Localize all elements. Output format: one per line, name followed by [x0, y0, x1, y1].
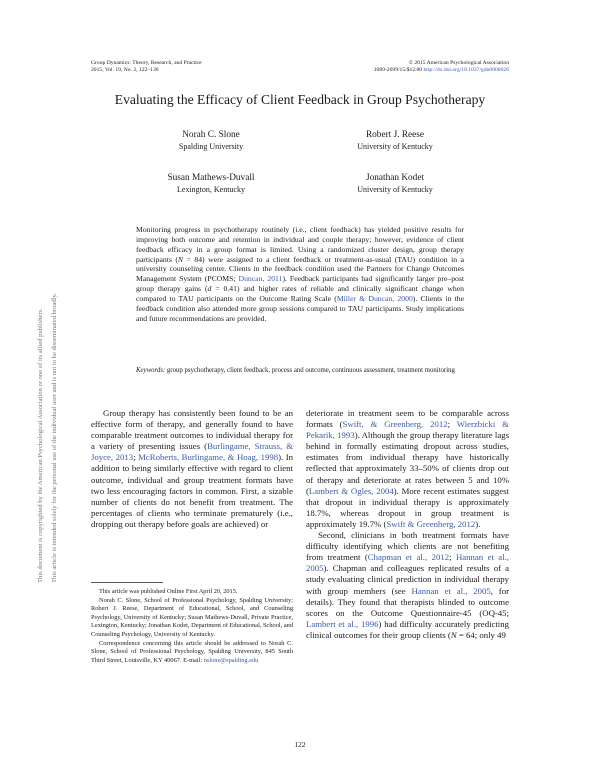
author-name: Robert J. Reese [365, 130, 425, 140]
author-affiliation: Lexington, Kentucky [177, 185, 245, 194]
issn: 1089-2699/15/$12.00 [373, 67, 423, 74]
citation-link[interactable]: Chapman et al., 2012 [367, 552, 450, 563]
citation-link[interactable]: Wierzbicki & Pekarik, 1993 [306, 419, 509, 441]
citation-link[interactable]: Burlingame, Strauss, & Joyce, 2013 [91, 441, 294, 463]
author-affiliation: Spalding University [178, 142, 244, 151]
running-header-left [91, 60, 202, 75]
citation-link[interactable]: Miller & Duncan, 2000 [336, 293, 413, 303]
published-online-note: This article was published Online First April 20, 2015. [99, 588, 238, 595]
page-number: 122 [294, 740, 306, 749]
author-block-4 [305, 172, 485, 196]
affiliation-note: Norah C. Slone, School of Professional Psychology, Spalding University; Robert J. Reese, Department of Educational, School, and Counseling Psychology, University of Kentucky; Susan Mathews-Duvall, Private Practice, Lexington, Kentucky; Jonathan Kodet, Department of Educational, School, and Counseling Psychology, University of Kentucky. [91, 596, 293, 638]
email-link[interactable]: nslone@spalding.edu [203, 656, 259, 664]
abstract: Monitoring progress in psychotherapy routinely (i.e., client feedback) has yielded positive results for improving both outcome and retention in individual and couple therapy; however, evidence of client feedback efficacy in a group format is limited. Using a randomized cluster design, group therapy participants (N = 84) were assigned to a client feedback or treatment-as-usual (TAU) condition in a university counseling center. Clients in the feedback condition used the Partners for Change Outcomes Management System (PCOMS; Duncan, 2011). Feedback participants had significantly larger pre–post group therapy gains (d = 0.41) and higher rates of reliable and clinically significant change when compared to TAU participants on the Outcome Rating Scale (Miller & Duncan, 2000). Clients in the feedback condition also attended more group sessions compared to TAU participants. Study implications and future recommendations are provided. [136, 225, 465, 323]
author-name: Susan Mathews-Duvall [167, 173, 255, 183]
author-block-2 [305, 129, 485, 153]
footnote-rule [91, 582, 163, 583]
keywords [136, 366, 464, 375]
citation-link[interactable]: Swift, & Greenberg, 2012 [342, 419, 448, 430]
author-affiliation: University of Kentucky [357, 142, 433, 151]
n-symbol: N [450, 629, 457, 640]
keywords-label: Keywords: [136, 367, 166, 374]
citation-link[interactable]: Hannan et al., 2005 [411, 585, 491, 596]
paragraph: Second, clinicians in both treatment formats have difficulty identifying which clients are not benefiting from treatment (Chapman et al., 2012; Hannan et al., 2005). Chapman and colleagues replicated results of a study evaluating clinical prediction in individual therapy with group members (see Hannan et al., 2005, for details). They found that therapists blinded to outcome scores on the Outcome Questionnaire-45 (OQ-45; Lambert et al., 1996) had difficulty accurately predicting clinical outcomes for their group clients (N = 64; only 49 [306, 530, 510, 640]
citation-link[interactable]: Lambert & Ogles, 2004 [308, 485, 394, 496]
volume-pages: 2015, Vol. 19, No. 2, 122–136 [91, 67, 159, 74]
citation-link[interactable]: Hannan et al., 2005 [306, 552, 510, 574]
left-column-body [91, 408, 293, 530]
copyright-notice-line-1: This document is copyrighted by the American Psychological Association or one of its allied publishers. [37, 308, 44, 583]
paragraph: Group therapy has consistently been found to be an effective form of therapy, and generally found to have comparable treatment outcomes to individual therapy for a variety of presenting issues (Burlingame, Strauss, & Joyce, 2013; McRoberts, Burlingame, & Hoag, 1998). In addition to being similarly effective with regard to client outcome, individual and group treatment formats have two less encouraging factors in common. First, a sizable number of clients do not benefit from treatment. The percentages of clients who terminate prematurely (i.e., dropping out therapy before goals are achieved) or [91, 408, 294, 529]
correspondence-note: Correspondence concerning this article should be addressed to Norah C. Slone, School of Professional Psychology, Spalding University, 845 South Third Street, Louisville, KY 40067. E-mail: nslone@spalding.edu [91, 639, 293, 664]
author-affiliation: University of Kentucky [357, 185, 433, 194]
author-block-1 [121, 129, 301, 153]
doi-link[interactable]: http://dx.doi.org/10.1037/gdn0000026 [423, 67, 509, 74]
copyright-notice-line-2: This article is intended solely for the personal use of the individual user and is not to be disseminated broadly. [51, 293, 58, 583]
citation-link[interactable]: Swift & Greenberg, 2012 [386, 518, 476, 529]
citation-link[interactable]: McRoberts, Burlingame, & Hoag, 1998 [138, 452, 279, 463]
d-symbol: d [207, 284, 212, 294]
right-column-body [306, 408, 509, 641]
keywords-text: group psychotherapy, client feedback, process and outcome, continuous assessment, treatment monitoring [166, 367, 455, 374]
paragraph: deteriorate in treatment seem to be comparable across formats (Swift, & Greenberg, 2012; Wierzbicki & Pekarik, 1993). Although the group therapy literature lags behind in formally estimating dropout across studies, estimates from individual therapy have historically reflected that approximately 33–50% of clients drop out of therapy and deteriorate at rates between 5 and 10% (Lambert & Ogles, 2004). More recent estimates suggest that dropout in individual therapy is approximately 18.7%, whereas dropout in group treatment is approximately 19.7% (Swift & Greenberg, 2012). [306, 408, 509, 529]
author-name: Jonathan Kodet [365, 173, 425, 183]
journal-name: Group Dynamics: Theory, Research, and Practice [91, 60, 202, 66]
citation-link[interactable]: Duncan, 2011 [238, 274, 283, 284]
article-title: Evaluating the Efficacy of Client Feedback in Group Psychotherapy [114, 92, 486, 107]
author-note [91, 588, 293, 665]
author-name: Norah C. Slone [182, 130, 240, 140]
issn-doi-line [374, 67, 509, 74]
running-header-right [374, 60, 509, 75]
author-block-3 [121, 172, 301, 196]
copyright-line: © 2015 American Psychological Association [408, 60, 509, 66]
n-symbol: N [177, 254, 184, 264]
citation-link[interactable]: Lambert et al., 1996 [306, 618, 379, 629]
